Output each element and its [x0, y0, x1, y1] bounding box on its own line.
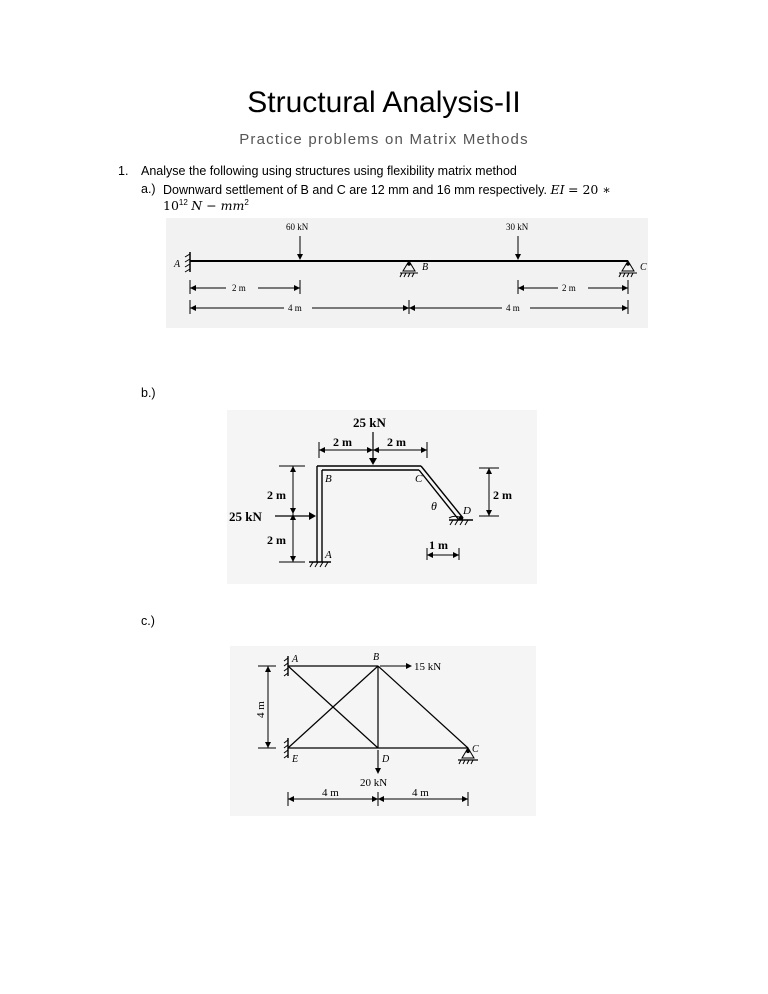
- theta-label: θ: [431, 499, 437, 513]
- node-c-label: C: [472, 744, 479, 755]
- dim-top-right-label: 2 m: [387, 435, 406, 449]
- load-1-label: 60 kN: [286, 222, 309, 232]
- node-a-label: A: [174, 259, 181, 270]
- page-title: Structural Analysis-II: [247, 86, 521, 119]
- node-b-label: B: [373, 652, 380, 663]
- page-subtitle: Practice problems on Matrix Methods: [239, 131, 529, 148]
- part-a-label: a.): [141, 182, 156, 196]
- dim-left-upper-label: 2 m: [267, 488, 286, 502]
- node-c-label: C: [415, 473, 423, 485]
- ei-base: 10: [163, 198, 179, 214]
- part-c-label: c.): [141, 614, 155, 628]
- ei-symbol: EI: [550, 182, 565, 197]
- dim-2-label: 2 m: [562, 283, 576, 293]
- node-d-label: D: [463, 505, 471, 517]
- part-b-label: b.): [141, 386, 156, 400]
- dim-left-lower-label: 2 m: [267, 533, 286, 547]
- node-a-label: A: [292, 654, 299, 665]
- node-e-label: E: [292, 754, 299, 765]
- dim-right-label: 4 m: [412, 787, 429, 799]
- node-d-label: D: [382, 754, 390, 765]
- dim-4-label: 4 m: [506, 303, 520, 313]
- node-c-label: C: [640, 262, 647, 273]
- side-load-label: 25 kN: [229, 509, 262, 524]
- figure-a-beam: [166, 218, 648, 328]
- vertical-load-label: 20 kN: [360, 777, 388, 789]
- node-b-label: B: [325, 473, 332, 485]
- ei-unit-exponent: 2: [244, 198, 249, 207]
- part-a-text-line2: [163, 198, 249, 213]
- figure-c-background: [230, 646, 536, 816]
- question-text: Analyse the following using structures using flexibility matrix method: [141, 164, 517, 178]
- vertical-dimension-label: 4 m: [255, 701, 267, 718]
- dim-left-label: 4 m: [322, 787, 339, 799]
- figure-b-frame: [227, 410, 537, 584]
- dim-bottom-label: 1 m: [429, 538, 448, 552]
- node-b-label: B: [422, 262, 429, 273]
- load-2-label: 30 kN: [506, 222, 529, 232]
- dim-3-label: 4 m: [288, 303, 302, 313]
- figure-c-truss: [230, 646, 536, 816]
- dim-top-left-label: 2 m: [333, 435, 352, 449]
- dim-right-label: 2 m: [493, 488, 512, 502]
- part-a-text: Downward settlement of B and C are 12 mm and 16 mm respectively.: [163, 183, 547, 197]
- ei-equals: = 20 ∗: [568, 182, 611, 197]
- dim-1-label: 2 m: [232, 283, 246, 293]
- node-a-label: A: [325, 549, 332, 561]
- horizontal-load-label: 15 kN: [414, 661, 442, 673]
- ei-exponent: 12: [178, 198, 188, 207]
- part-a-text-line1: [163, 182, 611, 197]
- top-load-label: 25 kN: [353, 415, 386, 430]
- question-number: 1.: [118, 164, 129, 178]
- ei-unit: N − mm: [191, 198, 245, 214]
